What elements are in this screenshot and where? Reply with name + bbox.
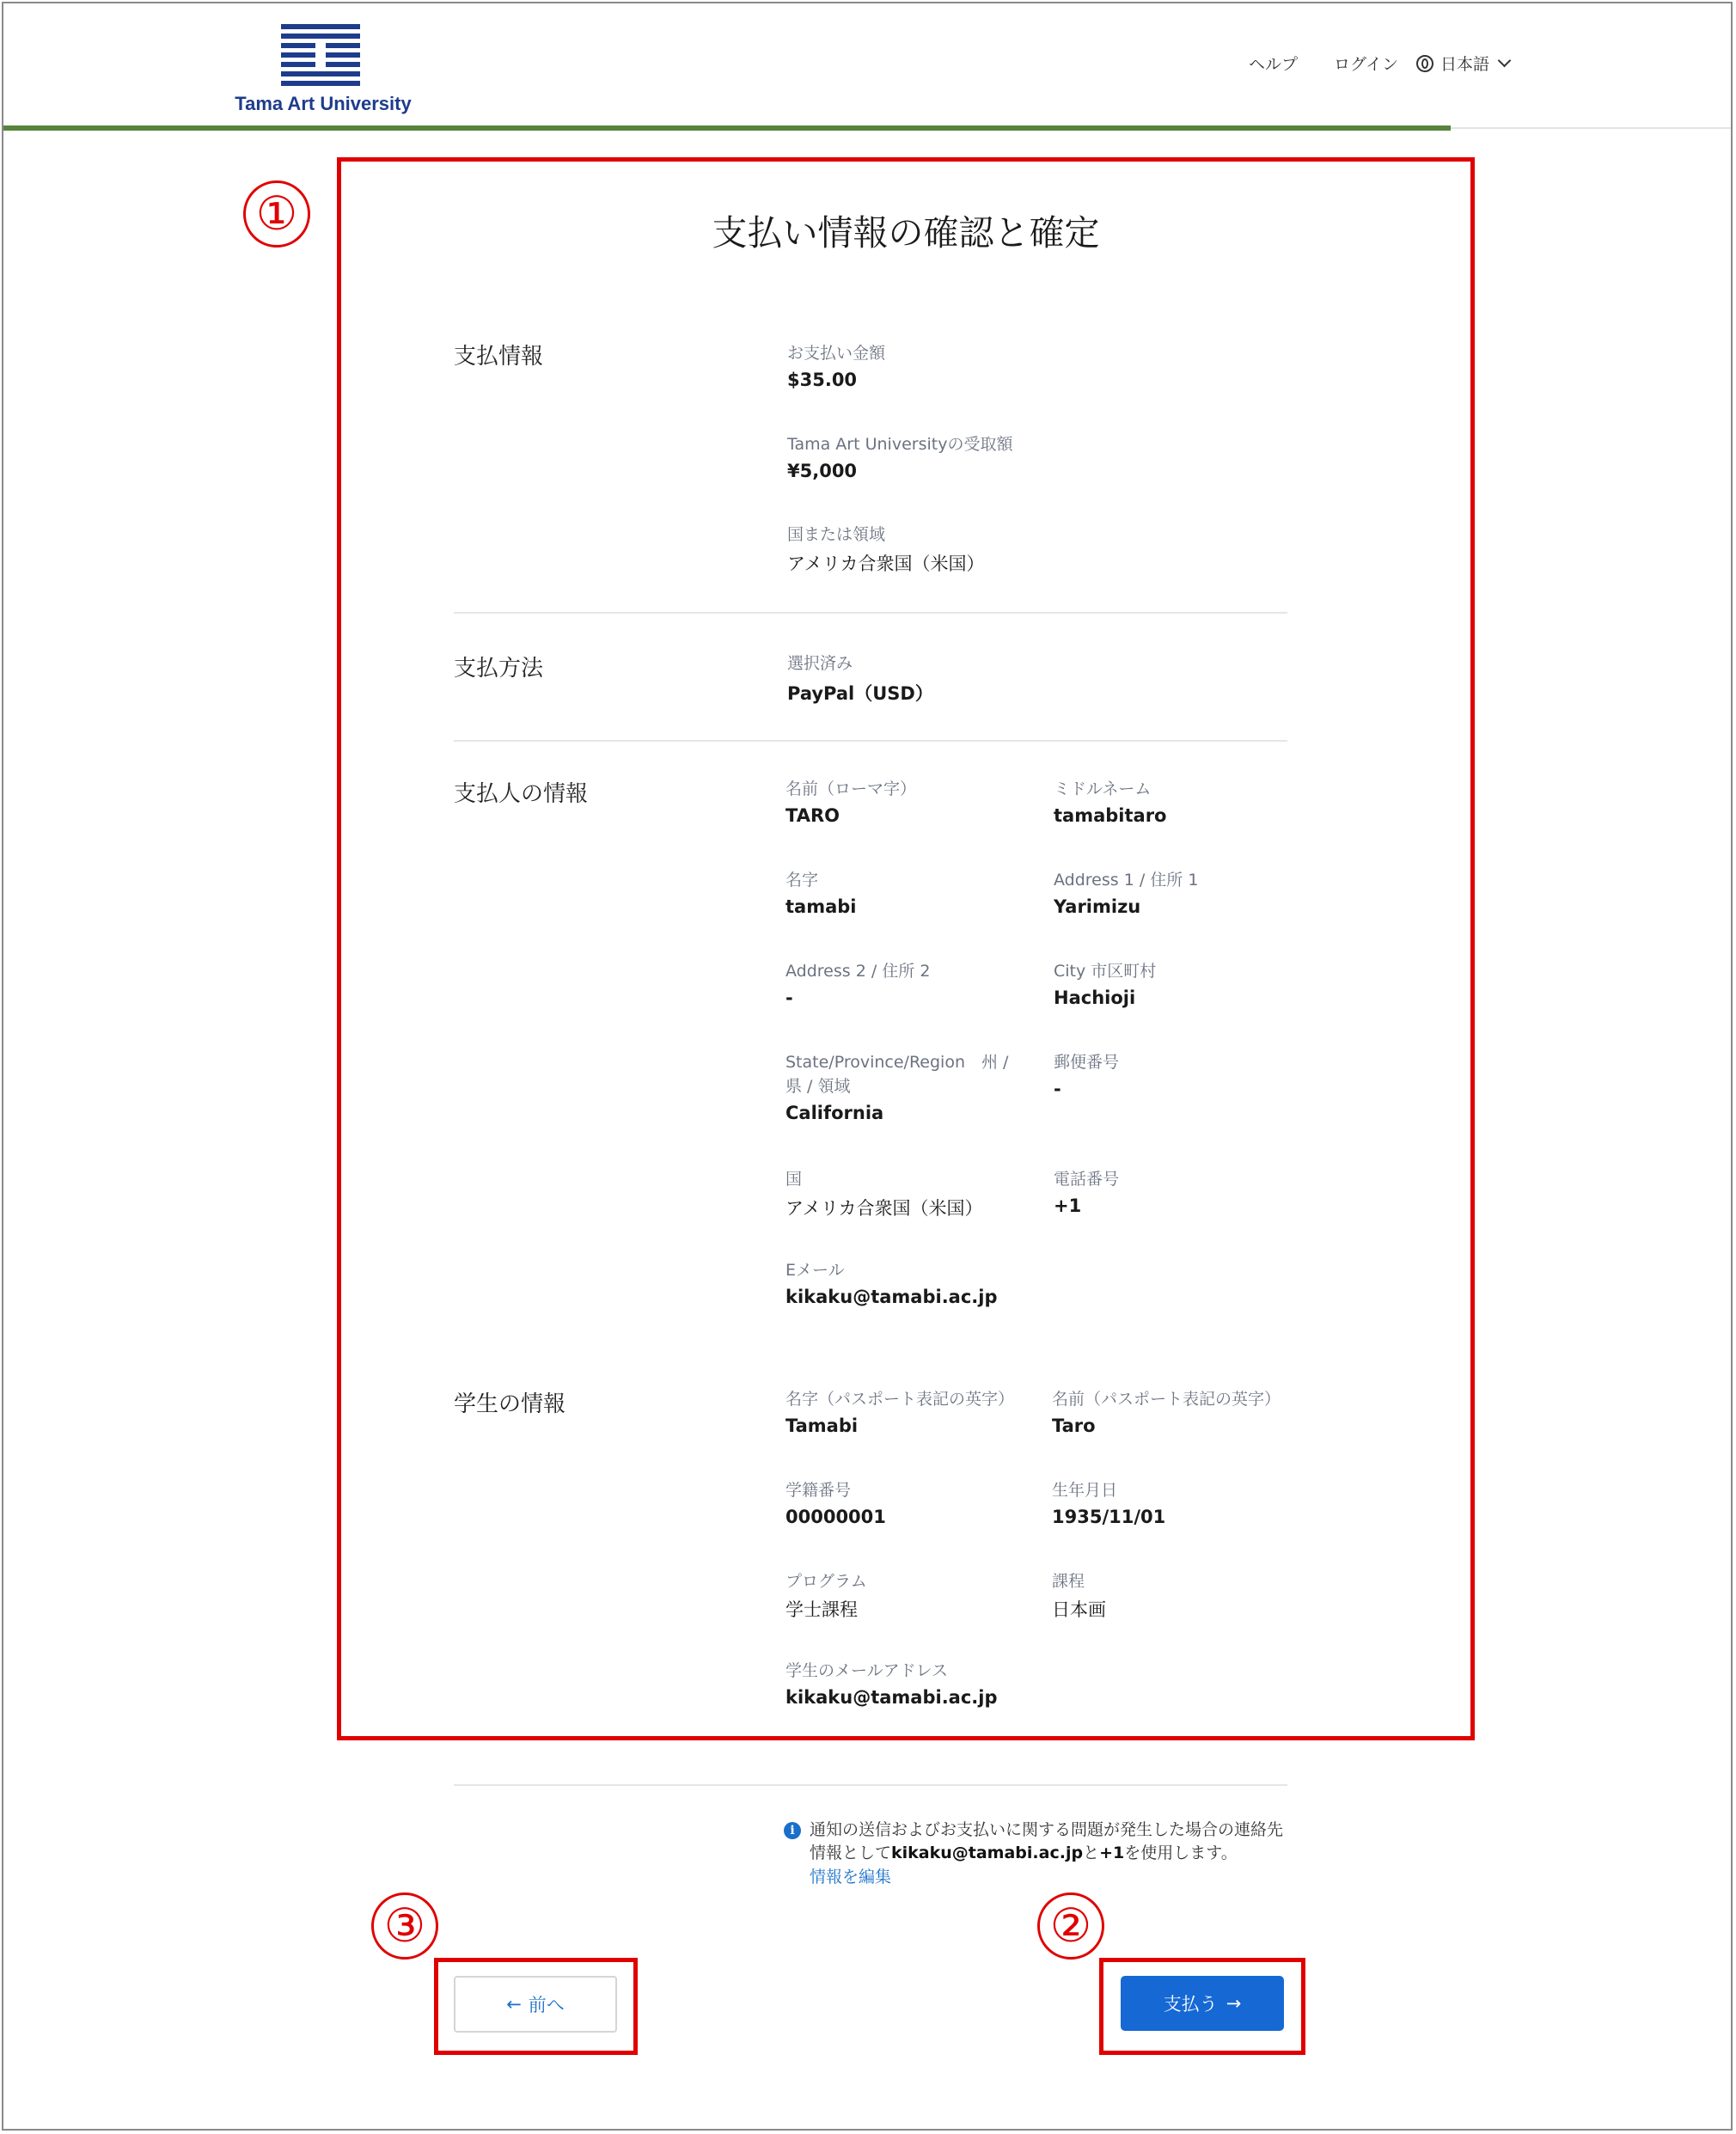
student-last-name-label: 名字（パスポート表記の英字）: [785, 1390, 1015, 1409]
student-dob-label: 生年月日: [1052, 1481, 1118, 1500]
student-last-name: Tamabi: [785, 1416, 859, 1436]
student-first-name-label: 名前（パスポート表記の英字）: [1052, 1390, 1281, 1409]
received-value: ¥5,000: [787, 461, 858, 481]
selected-method-value: PayPal（USD）: [787, 683, 933, 704]
annotation-marker-3: ③: [371, 1892, 438, 1960]
payment-info-heading: 支払情報: [454, 344, 544, 370]
payer-last-name: tamabi: [785, 896, 857, 917]
student-dob: 1935/11/01: [1052, 1507, 1166, 1527]
country-label: 国または領域: [787, 525, 886, 544]
login-link[interactable]: ログイン: [1334, 55, 1399, 74]
payer-phone: +1: [1054, 1195, 1082, 1216]
payer-email-label: Eメール: [785, 1261, 845, 1280]
previous-button[interactable]: [454, 1976, 617, 2033]
payer-postal-label: 郵便番号: [1054, 1053, 1120, 1072]
payer-state: California: [785, 1103, 884, 1123]
payer-postal: -: [1054, 1079, 1061, 1099]
received-label: Tama Art Universityの受取額: [787, 435, 1013, 454]
payer-middle-name-label: ミドルネーム: [1054, 780, 1152, 798]
help-link[interactable]: ヘルプ: [1249, 55, 1299, 74]
payer-first-name-label: 名前（ローマ字）: [785, 780, 917, 798]
payment-method-heading: 支払方法: [454, 656, 544, 682]
section-divider: [454, 1784, 1287, 1786]
section-divider: [454, 740, 1287, 742]
payer-state-label-cont: 県 / 領域: [785, 1077, 851, 1096]
student-course: 日本画: [1052, 1599, 1106, 1620]
student-email: kikaku@tamabi.ac.jp: [785, 1687, 998, 1708]
globe-icon: [1416, 55, 1433, 72]
selected-method-label: 選択済み: [787, 654, 853, 673]
student-info-heading: 学生の情報: [454, 1391, 566, 1417]
student-program-label: プログラム: [785, 1572, 867, 1591]
payer-last-name-label: 名字: [785, 871, 819, 890]
header-divider: [1451, 127, 1731, 129]
arrow-right-icon: →: [1226, 1993, 1242, 2014]
payer-address2-label: Address 2 / 住所 2: [785, 962, 931, 981]
chevron-down-icon: [1498, 54, 1512, 68]
logo-mark-icon: [281, 24, 360, 86]
payer-country-label: 国: [785, 1170, 803, 1189]
payer-address1: Yarimizu: [1054, 896, 1141, 917]
header-accent-line: [3, 125, 1451, 131]
student-program: 学士課程: [785, 1599, 858, 1620]
country-value: アメリカ合衆国（米国）: [787, 553, 985, 574]
payer-state-label: State/Province/Region 州 /: [785, 1053, 1009, 1072]
pay-button[interactable]: [1121, 1976, 1284, 2031]
payer-phone-label: 電話番号: [1054, 1170, 1120, 1189]
payer-city-label: City 市区町村: [1054, 962, 1157, 981]
arrow-left-icon: ←: [506, 1994, 522, 2015]
annotation-marker-2: ②: [1037, 1892, 1104, 1960]
payer-country: アメリカ合衆国（米国）: [785, 1198, 983, 1219]
language-label: 日本語: [1440, 55, 1490, 74]
student-email-label: 学生のメールアドレス: [785, 1661, 949, 1680]
language-selector[interactable]: [1416, 52, 1509, 75]
payer-first-name: TARO: [785, 805, 840, 826]
section-divider: [454, 612, 1287, 614]
amount-label: お支払い金額: [787, 344, 886, 363]
payer-info-heading: 支払人の情報: [454, 781, 589, 807]
page-title: 支払い情報の確認と確定: [712, 212, 1100, 254]
contact-notice: 通知の送信およびお支払いに関する問題が発生した場合の連絡先 情報としてkikaku@tamabi.ac.jpと+1を使用します。: [810, 1820, 1284, 1862]
pay-label: 支払う: [1163, 1994, 1218, 2015]
student-first-name: Taro: [1052, 1416, 1096, 1436]
payer-middle-name: tamabitaro: [1054, 805, 1167, 826]
payer-address2: -: [785, 988, 793, 1008]
payer-address1-label: Address 1 / 住所 1: [1054, 871, 1199, 890]
payer-city: Hachioji: [1054, 988, 1136, 1008]
payer-email: kikaku@tamabi.ac.jp: [785, 1287, 998, 1307]
info-icon: i: [784, 1822, 801, 1839]
edit-info-link[interactable]: 情報を編集: [810, 1868, 892, 1886]
student-course-label: 課程: [1052, 1572, 1085, 1591]
previous-label: 前へ: [528, 1995, 565, 2015]
student-id: 00000001: [785, 1507, 886, 1527]
logo-text: Tama Art University: [235, 93, 412, 114]
annotation-marker-1: ①: [243, 180, 310, 248]
annotation-box-1: [337, 157, 1475, 1740]
amount-value: $35.00: [787, 370, 858, 390]
student-id-label: 学籍番号: [785, 1481, 852, 1500]
